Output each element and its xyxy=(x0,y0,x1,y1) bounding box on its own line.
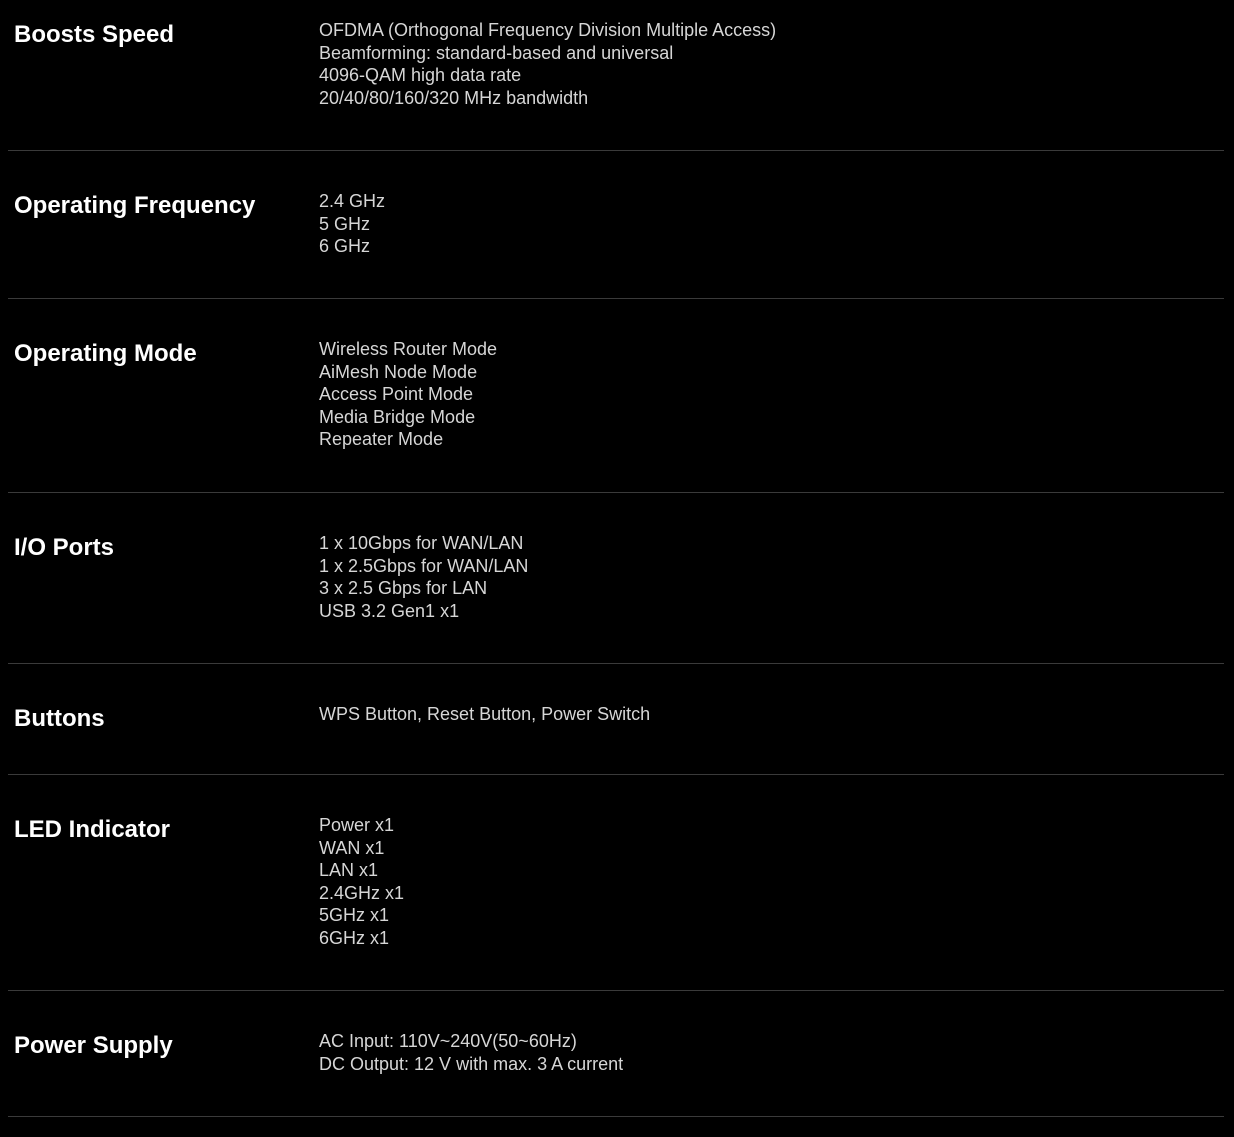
spec-label: Boosts Speed xyxy=(14,21,175,48)
spec-value: USB 3.2 Gen1 x1 xyxy=(319,600,460,621)
spec-value: Access Point Mode xyxy=(319,384,474,404)
spec-value: Repeater Mode xyxy=(319,429,444,449)
spec-value: OFDMA (Orthogonal Frequency Division Multiple Access) xyxy=(319,20,777,40)
spec-value: WAN x1 xyxy=(319,837,385,858)
spec-value: AC Input: 110V~240V(50~60Hz) xyxy=(319,1031,577,1051)
spec-value: Media Bridge Mode xyxy=(319,406,476,427)
spec-value: 1 x 2.5Gbps for WAN/LAN xyxy=(319,555,529,576)
spec-value: LAN x1 xyxy=(319,860,379,880)
spec-value: AiMesh Node Mode xyxy=(319,361,478,382)
spec-value: 5GHz x1 xyxy=(319,905,390,925)
spec-values xyxy=(319,19,776,109)
spec-values xyxy=(319,814,404,949)
spec-value: 3 x 2.5 Gbps for LAN xyxy=(319,578,488,598)
spec-values xyxy=(319,190,385,258)
spec-label: Operating Mode xyxy=(14,340,197,367)
spec-row-operating-mode xyxy=(8,299,1224,493)
spec-value: 5 GHz xyxy=(319,213,371,234)
spec-value: 6GHz x1 xyxy=(319,927,390,948)
spec-row-io-ports xyxy=(8,493,1224,664)
spec-value: Wireless Router Mode xyxy=(319,339,498,359)
spec-value: WPS Button, Reset Button, Power Switch xyxy=(319,704,651,724)
spec-value: 2.4GHz x1 xyxy=(319,882,405,903)
spec-value: Beamforming: standard-based and universal xyxy=(319,42,674,63)
spec-row-operating-frequency xyxy=(8,151,1224,299)
spec-label: Buttons xyxy=(14,705,105,732)
spec-value: 20/40/80/160/320 MHz bandwidth xyxy=(319,87,589,108)
spec-row-buttons xyxy=(8,664,1224,775)
spec-value: 1 x 10Gbps for WAN/LAN xyxy=(319,533,524,553)
spec-values xyxy=(319,703,650,726)
spec-label: LED Indicator xyxy=(14,816,171,843)
spec-row-power-supply xyxy=(8,991,1224,1117)
spec-value: 4096-QAM high data rate xyxy=(319,65,522,85)
spec-value: 2.4 GHz xyxy=(319,191,386,211)
spec-row-led-indicator xyxy=(8,775,1224,991)
spec-value: Power x1 xyxy=(319,815,395,835)
spec-values xyxy=(319,338,497,451)
spec-label: I/O Ports xyxy=(14,534,115,561)
spec-value: 6 GHz xyxy=(319,236,371,256)
spec-values xyxy=(319,1030,623,1075)
spec-row-boosts-speed xyxy=(8,0,1224,151)
spec-label: Power Supply xyxy=(14,1032,173,1059)
spec-label: Operating Frequency xyxy=(14,192,256,219)
spec-values xyxy=(319,532,528,622)
spec-value: DC Output: 12 V with max. 3 A current xyxy=(319,1053,624,1074)
